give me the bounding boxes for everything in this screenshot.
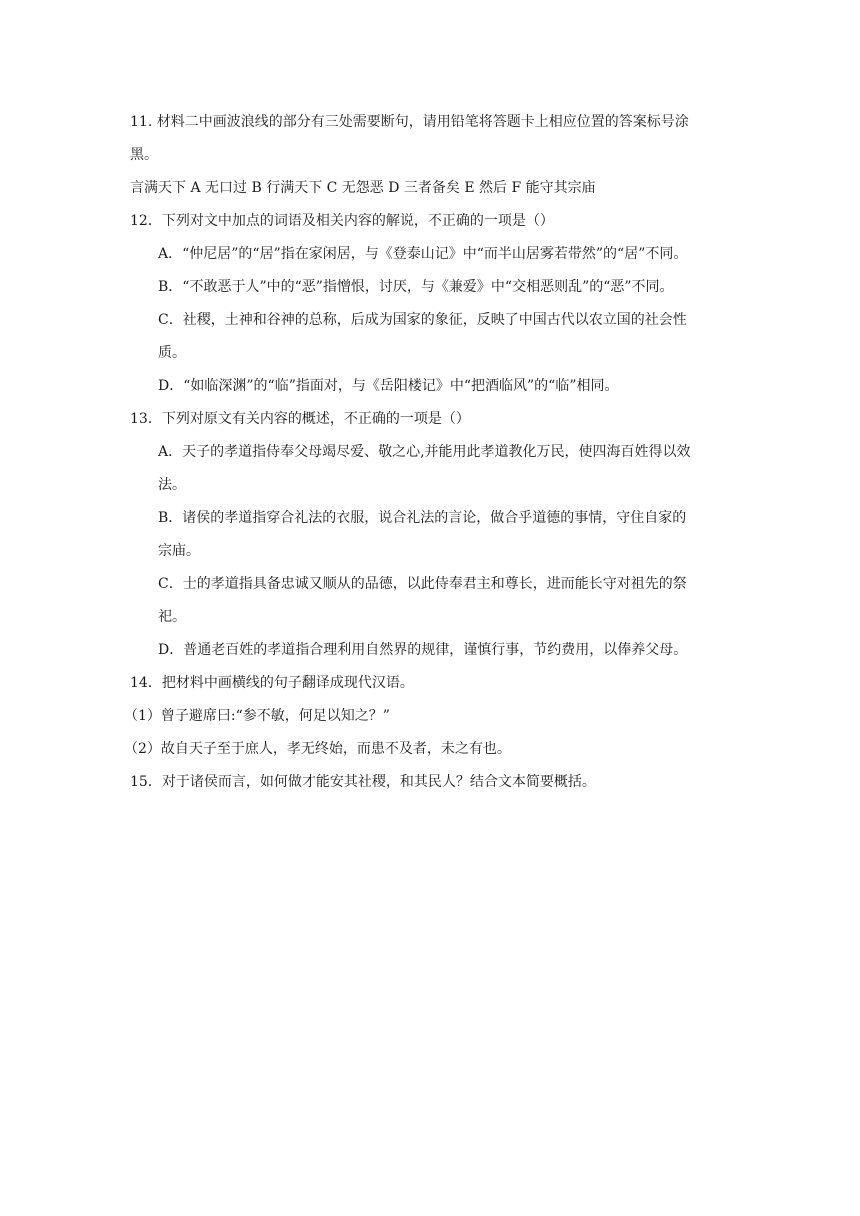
question-14 <box>124 667 735 766</box>
question-11 <box>130 106 735 205</box>
q12-stem: 12．下列对文中加点的词语及相关内容的解说，不正确的一项是（） <box>130 213 554 229</box>
q13-option-a-line-1: A．天子的孝道指侍奉父母竭尽爱、敬之心,并能用此孝道教化万民，使四海百姓得以效 <box>158 444 691 460</box>
q13-option-b-line-1: B．诸侯的孝道指穿合礼法的衣服，说合礼法的言论，做合乎道德的事情，守住自家的 <box>158 510 687 526</box>
q14-subquestion-1: （1）曾子避席曰:“参不敏，何足以知之？” <box>124 708 390 724</box>
q13-option-c-line-1: C．士的孝道指具备忠诚又顺从的品德，以此侍奉君主和尊长，进而能长守对祖先的祭 <box>158 576 687 592</box>
question-content <box>124 106 735 799</box>
q11-sentence: 言满天下 A 无口过 B 行满天下 C 无怨恶 D 三者备矣 E 然后 F 能守其宗庙 <box>130 180 596 196</box>
q12-option-c-line-1: C．社稷，土神和谷神的总称，后成为国家的象征，反映了中国古代以农立国的社会性 <box>158 312 687 328</box>
q12-option-b: B．“不敢恶于人”中的“恶”指憎恨，讨厌，与《兼爱》中“交相恶则乱”的“恶”不同。 <box>158 279 674 295</box>
q13-stem: 13．下列对原文有关内容的概述，不正确的一项是（） <box>130 411 470 427</box>
q12-option-c-line-2: 质。 <box>158 345 186 361</box>
q15-stem: 15．对于诸侯而言，如何做才能安其社稷，和其民人？结合文本简要概括。 <box>130 774 596 790</box>
q11-stem-line-2: 黑。 <box>130 147 158 163</box>
question-13 <box>130 403 735 667</box>
question-12 <box>130 205 735 403</box>
q13-option-b-line-2: 宗庙。 <box>158 543 200 559</box>
q11-stem-line-1: 11. 材料二中画波浪线的部分有三处需要断句，请用铅笔将答题卡上相应位置的答案标号涂 <box>130 114 689 130</box>
q14-stem: 14．把材料中画横线的句子翻译成现代汉语。 <box>130 675 414 691</box>
q13-option-d: D．普通老百姓的孝道指合理利用自然界的规律，谨慎行事，节约费用，以俸养父母。 <box>158 642 688 658</box>
q12-option-a: A．“仲尼居”的“居”指在家闲居，与《登泰山记》中“而半山居雾若带然”的“居”不同。 <box>158 246 688 262</box>
question-15 <box>130 766 735 799</box>
q14-subquestion-2: （2）故自天子至于庶人，孝无终始，而患不及者，未之有也。 <box>124 741 511 757</box>
q12-option-d: D．“如临深渊”的“临”指面对，与《岳阳楼记》中“把酒临风”的“临”相同。 <box>158 378 619 394</box>
q13-option-c-line-2: 祀。 <box>158 609 186 625</box>
q13-option-a-line-2: 法。 <box>158 477 186 493</box>
